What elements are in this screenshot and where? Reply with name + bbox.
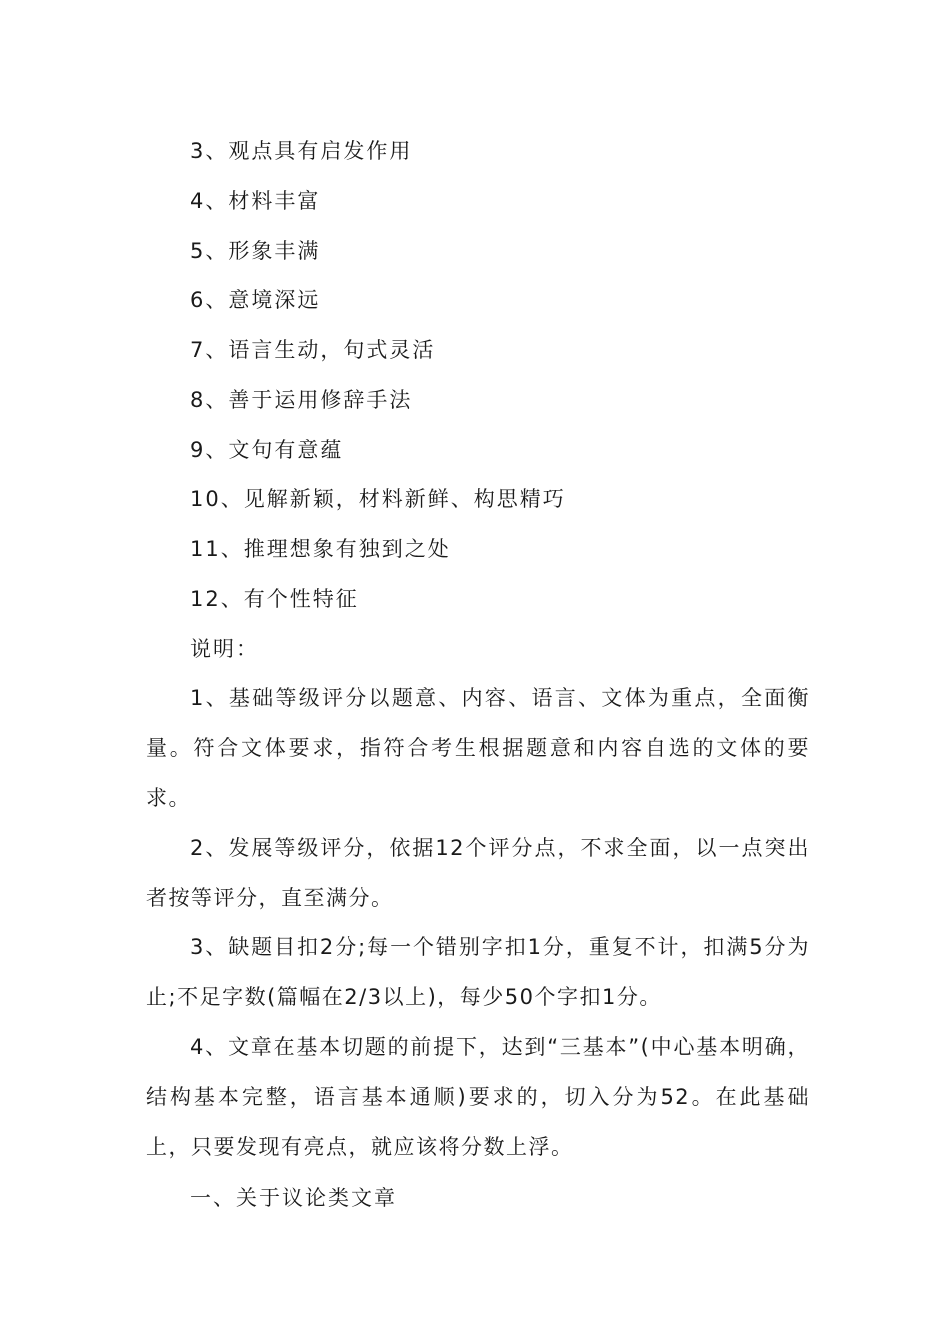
list-item: 9、文句有意蕴 <box>190 438 344 462</box>
list-item: 7、语言生动，句式灵活 <box>190 338 436 362</box>
list-item: 8、善于运用修辞手法 <box>190 388 413 412</box>
section-heading: 一、关于议论类文章 <box>190 1186 397 1210</box>
note-paragraph-4: 4、文章在基本切题的前提下，达到“三基本”(中心基本明确，结构基本完整，语言基本通顺)要求的，切入分为52。在此基础上，只要发现有亮点，就应该将分数上浮。 <box>146 1035 810 1159</box>
notes-heading: 说明： <box>190 637 259 661</box>
note-paragraph-2: 2、发展等级评分，依据12个评分点，不求全面，以一点突出者按等评分，直至满分。 <box>146 836 810 910</box>
list-item: 12、有个性特征 <box>190 587 359 611</box>
note-paragraph-3: 3、缺题目扣2分;每一个错别字扣1分，重复不计，扣满5分为止;不足字数(篇幅在2/3以上)，每少50个字扣1分。 <box>146 935 810 1009</box>
note-paragraph-1: 1、基础等级评分以题意、内容、语言、文体为重点，全面衡量。符合文体要求，指符合考生根据题意和内容自选的文体的要求。 <box>146 686 810 810</box>
list-item: 5、形象丰满 <box>190 239 321 263</box>
list-item: 4、材料丰富 <box>190 189 321 213</box>
list-item: 3、观点具有启发作用 <box>190 139 413 163</box>
list-item: 6、意境深远 <box>190 288 321 312</box>
list-item: 10、见解新颖，材料新鲜、构思精巧 <box>190 487 566 511</box>
list-item: 11、推理想象有独到之处 <box>190 537 451 561</box>
